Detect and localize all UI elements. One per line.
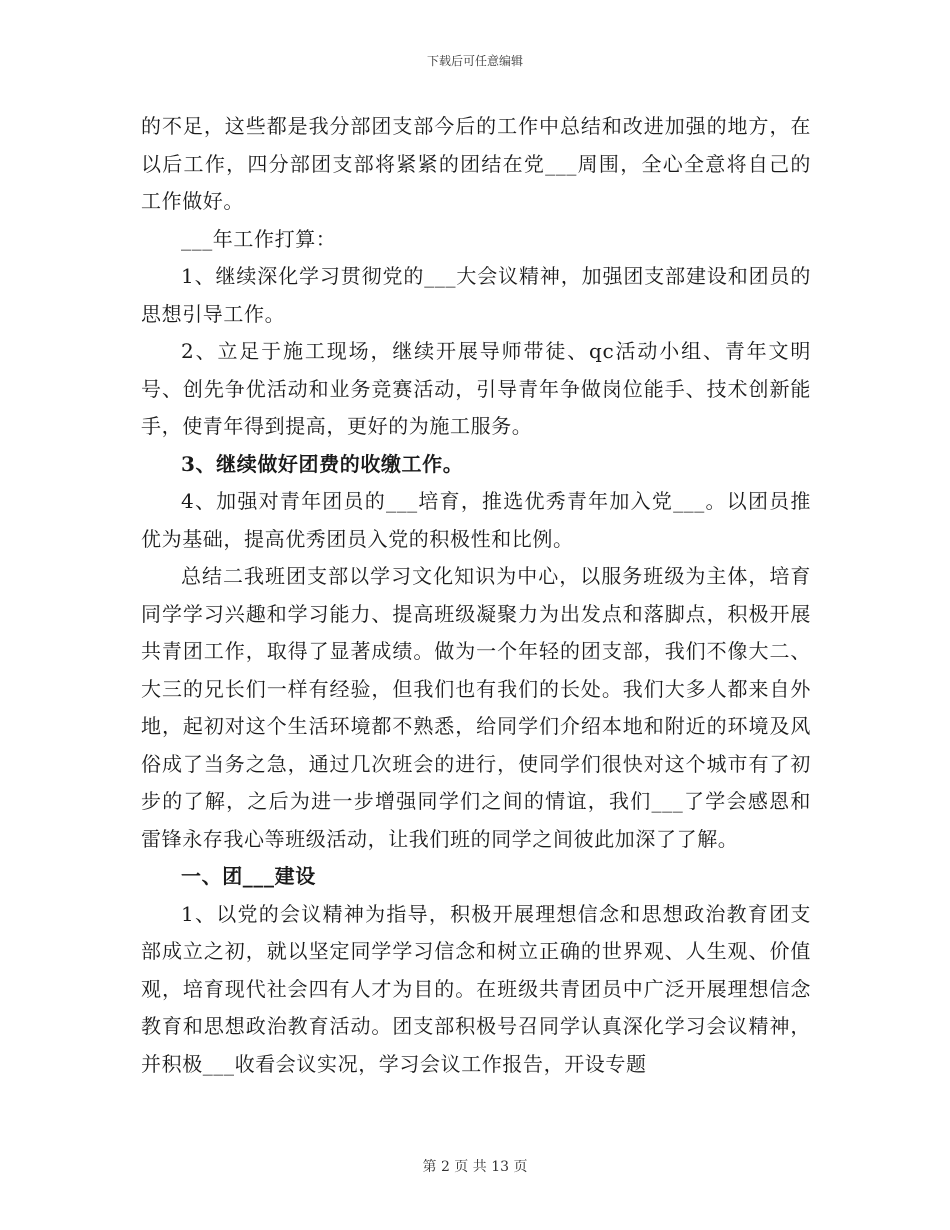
page-number-footer: 第 2 页 共 13 页 <box>422 1159 528 1175</box>
document-body <box>141 108 811 1083</box>
section-heading: 一、团___建设 <box>181 864 316 888</box>
paragraph-1: 的不足，这些都是我分部团支部今后的工作中总结和改进加强的地方，在以后工作，四分部团支部将紧紧的团结在党___周围，全心全意将自己的工作做好。 <box>141 114 811 213</box>
paragraph-7: 总结二我班团支部以学习文化知识为中心，以服务班级为主体，培育同学学习兴趣和学习能力、提高班级凝聚力为出发点和落脚点，积极开展共青团工作，取得了显著成绩。做为一个年轻的团支部，我们不像大二、大三的兄长们一样有经验，但我们也有我们的长处。我们大多人都来自外地，起初对这个生活环境都不熟悉，给同学们介绍本地和附近的环境及风俗成了当务之急，通过几次班会的进行，使同学们很快对这个城市有了初步的了解，之后为进一步增强同学们之间的情谊，我们___了学会感恩和雷锋永存我心等班级活动，让我们班的同学之间彼此加深了了解。 <box>141 564 811 851</box>
paragraph-6: 4、加强对青年团员的___培育，推选优秀青年加入党___。以团员推优为基础，提高优秀团员入党的积极性和比例。 <box>141 489 811 551</box>
paragraph-9: 1、以党的会议精神为指导，积极开展理想信念和思想政治教育团支部成立之初，就以坚定同学学习信念和树立正确的世界观、人生观、价值观，培育现代社会四有人才为目的。在班级共青团员中广泛开展理想信念教育和思想政治教育活动。团支部积极号召同学认真深化学习会议精神，并积极___收看会议实况，学习会议工作报告，开设专题 <box>141 901 811 1076</box>
paragraph-2: ___年工作打算： <box>181 226 337 251</box>
page-header-note: 下载后可任意编辑 <box>426 54 523 68</box>
paragraph-5: 3、继续做好团费的收缴工作。 <box>181 451 464 476</box>
paragraph-3: 1、继续深化学习贯彻党的___大会议精神，加强团支部建设和团员的思想引导工作。 <box>141 264 811 326</box>
paragraph-4: 2、立足于施工现场，继续开展导师带徒、qc活动小组、青年文明号、创先争优活动和业务竞赛活动，引导青年争做岗位能手、技术创新能手，使青年得到提高，更好的为施工服务。 <box>141 339 811 438</box>
